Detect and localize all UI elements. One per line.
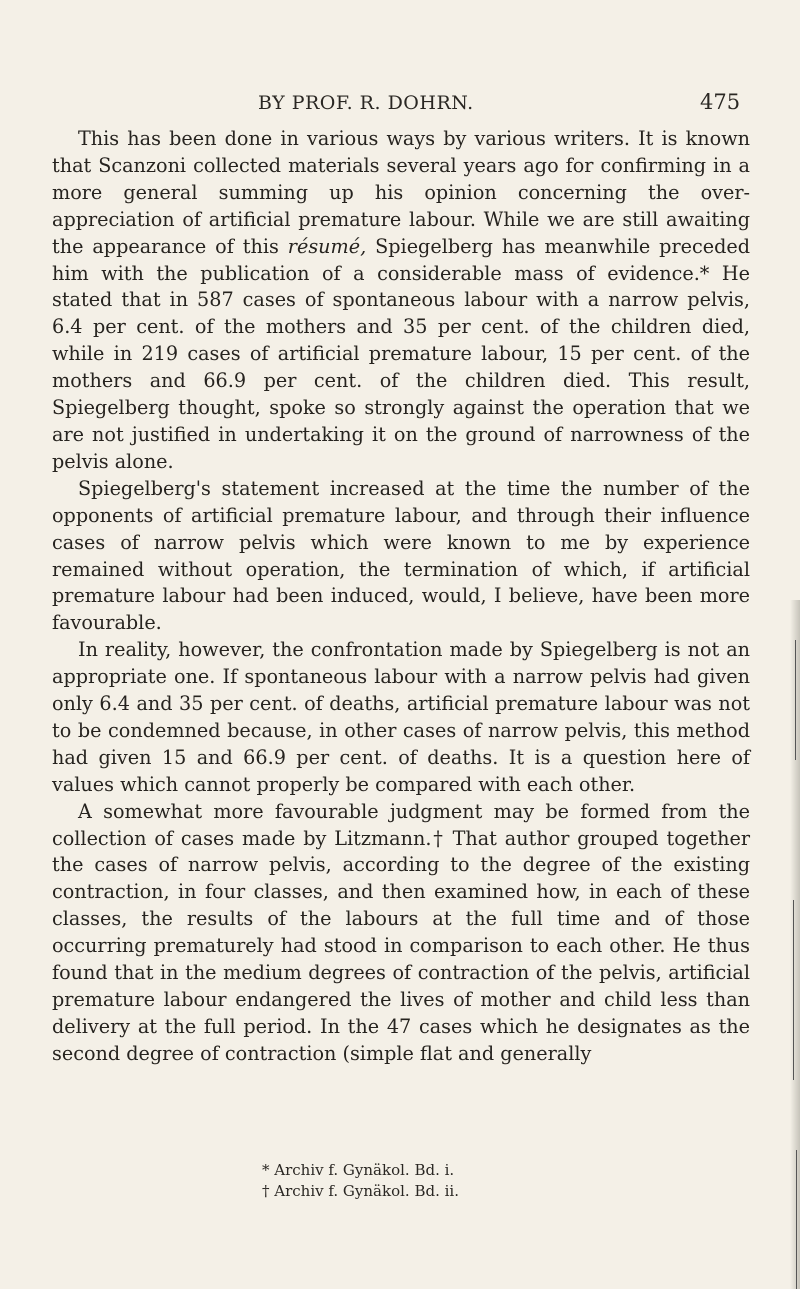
resume-emphasis: résumé, [287,234,367,258]
scan-edge-line [795,640,796,760]
scan-edge-line [793,900,794,1080]
paragraph-1-before: This has been done in various ways by various writers. It is known that Scanzoni collected materials several years ago for confirming in a more general summing up his opinion concerning the over-appreciation of artificial premature labour. While we are still awaiting the appearance of this [52,127,750,258]
paragraph-4: A somewhat more favourable judgment may be formed from the collection of cases made by Litzmann.† That author grouped together the cases of narrow pelvis, according to the degree of the existing contraction, in four classes, and then examined how, in each of these classes, the results of the labours at the full time and of those occurring prematurely had stood in comparison to each other. He thus found that in the medium degrees of contraction of the pelvis, artificial premature labour endangered the lives of mother and child less than delivery at the full period. In the 47 cases which he designates as the second degree of contraction (simple flat and generally [52,799,750,1065]
paragraph-2: Spiegelberg's statement increased at the time the number of the opponents of artificial premature labour, and through their influence cases of narrow pelvis which were known to me by experience remained without operation, the termination of which, if artificial premature labour had been induced, would, I believe, have been more favourable. [52,476,750,635]
body-text [52,126,750,1068]
paragraph-3: In reality, however, the confrontation made by Spiegelberg is not an appropriate one. If spontaneous labour with a narrow pelvis had given only 6.4 and 35 per cent. of deaths, artificial premature labour was not to be condemned because, in other cases of narrow pelvis, this method had given 15 and 66.9 per cent. of deaths. It is a question here of values which cannot properly be compared with each other. [52,638,750,796]
footnotes [0,1160,800,1202]
page-header [0,62,800,114]
running-head: BY PROF. R. DOHRN. [258,92,474,114]
scan-edge-line [796,1150,797,1289]
paragraph-1 [52,126,750,476]
paragraph-1-after: Spiegelberg has meanwhile preceded him with the publication of a considerable mass of evidence.* He stated that in 587 cases of spontaneous labour with a narrow pelvis, 6.4 per cent. of the mothers and 35 per cent. of the children died, while in 219 cases of artificial premature labour, 15 per cent. of the mothers and 66.9 per cent. of the children died. This result, Spiegelberg thought, spoke so strongly against the operation that we are not justified in undertaking it on the ground of narrowness of the pelvis alone. [52,234,750,473]
footnote-2: † Archiv f. Gynäkol. Bd. ii. [262,1182,459,1200]
footnote-1: * Archiv f. Gynäkol. Bd. i. [262,1161,455,1179]
page-number: 475 [700,90,741,114]
